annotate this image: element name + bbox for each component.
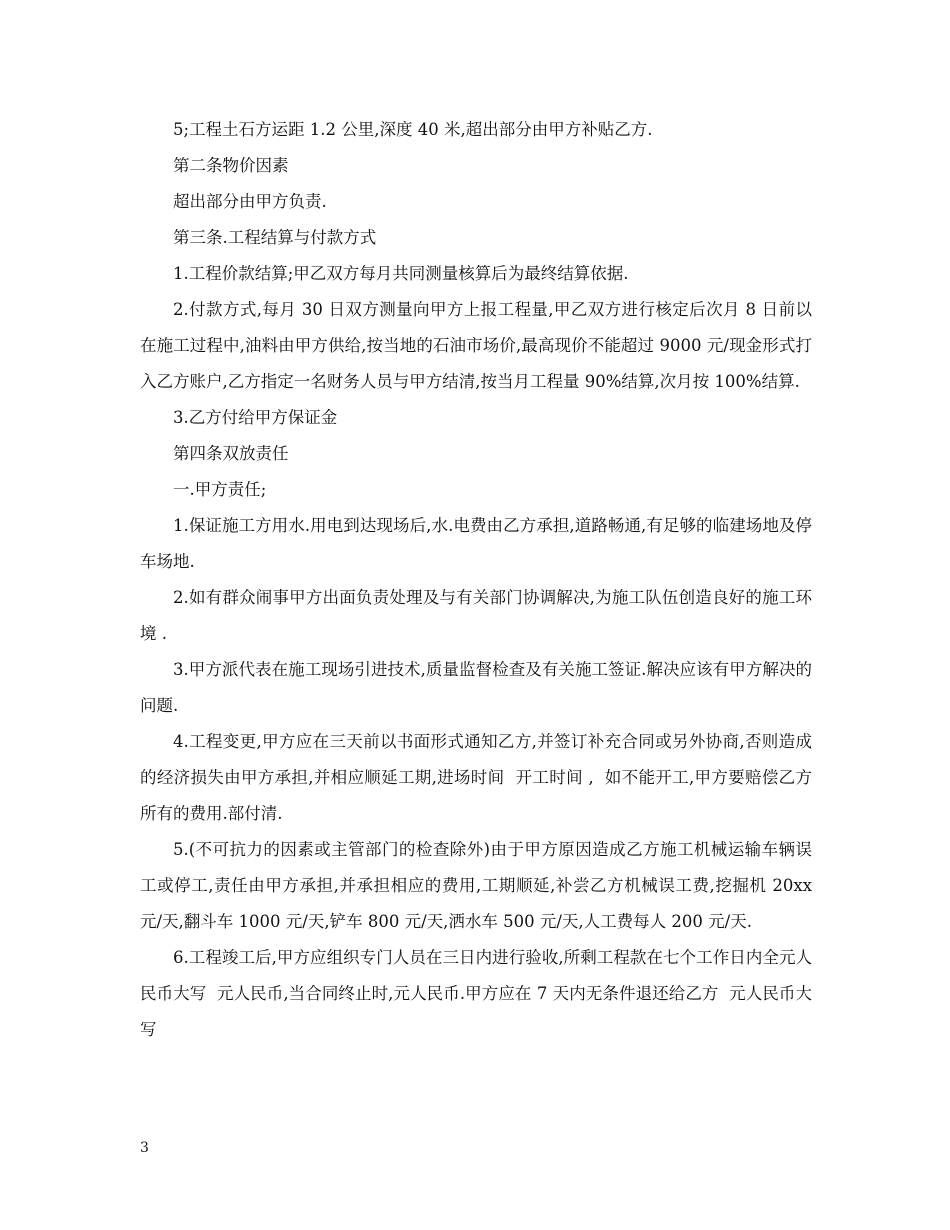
paragraph-duty-1: 1.保证施工方用水.用电到达现场后,水.电费由乙方承担,道路畅通,有足够的临建场地及停车场地. (140, 516, 812, 571)
heading-article-4: 第四条双放责任 (173, 444, 289, 463)
paragraph-price-excess: 超出部分由甲方负责. (173, 192, 327, 211)
paragraph-duty-3: 3.甲方派代表在施工现场引进技术,质量监督检查及有关施工签证.解决应该有甲方解决的问题. (140, 660, 812, 715)
paragraph-duty-5: 5.(不可抗力的因素或主管部门的检查除外)由于甲方原因造成乙方施工机械运输车辆误工或停工,责任由甲方承担,并承担相应的费用,工期顺延,补尝乙方机械误工费,挖掘机 20xx 元/天,翻斗车 1000 元/天,铲车 800 元/天,洒水车 500 元/天,人工费每人 200 元/天. (140, 840, 818, 931)
paragraph-payment-method: 2.付款方式,每月 30 日双方测量向甲方上报工程量,甲乙双方进行核定后次月 8 日前以在施工过程中,油料由甲方供给,按当地的石油市场价,最高现价不能超过 9000 元/现金形式打入乙方账户,乙方指定一名财务人员与甲方结清,按当月工程量 90%结算,次月按 100%结算. (140, 300, 812, 391)
heading-article-3: 第三条.工程结算与付款方式 (173, 228, 377, 247)
paragraph-settlement: 1.工程价款结算;甲乙双方每月共同测量核算后为最终结算依据. (173, 264, 629, 283)
paragraph-earthwork-distance: 5;工程土石方运距 1.2 公里,深度 40 米,超出部分由甲方补贴乙方. (173, 120, 653, 139)
paragraph-duty-6: 6.工程竣工后,甲方应组织专门人员在三日内进行验收,所剩工程款在七个工作日内全元人民币大写 元人民币,当合同终止时,元人民币.甲方应在 7 天内无条件退还给乙方 元人民币大写 (140, 948, 812, 1039)
paragraph-duty-4: 4.工程变更,甲方应在三天前以书面形式通知乙方,并签订补充合同或另外协商,否则造成的经济损失由甲方承担,并相应顺延工期,进场时间 开工时间 , 如不能开工,甲方要赔偿乙方所有的费用.部付清. (140, 732, 812, 823)
page-number: 3 (140, 1140, 149, 1156)
paragraph-duty-2: 2.如有群众闹事甲方出面负责处理及与有关部门协调解决,为施工队伍创造良好的施工环境 . (140, 588, 812, 643)
paragraph-deposit: 3.乙方付给甲方保证金 (173, 408, 338, 427)
heading-article-2: 第二条物价因素 (173, 156, 289, 175)
document-body (140, 112, 818, 1048)
heading-party-a-duties: 一.甲方责任; (173, 480, 267, 499)
